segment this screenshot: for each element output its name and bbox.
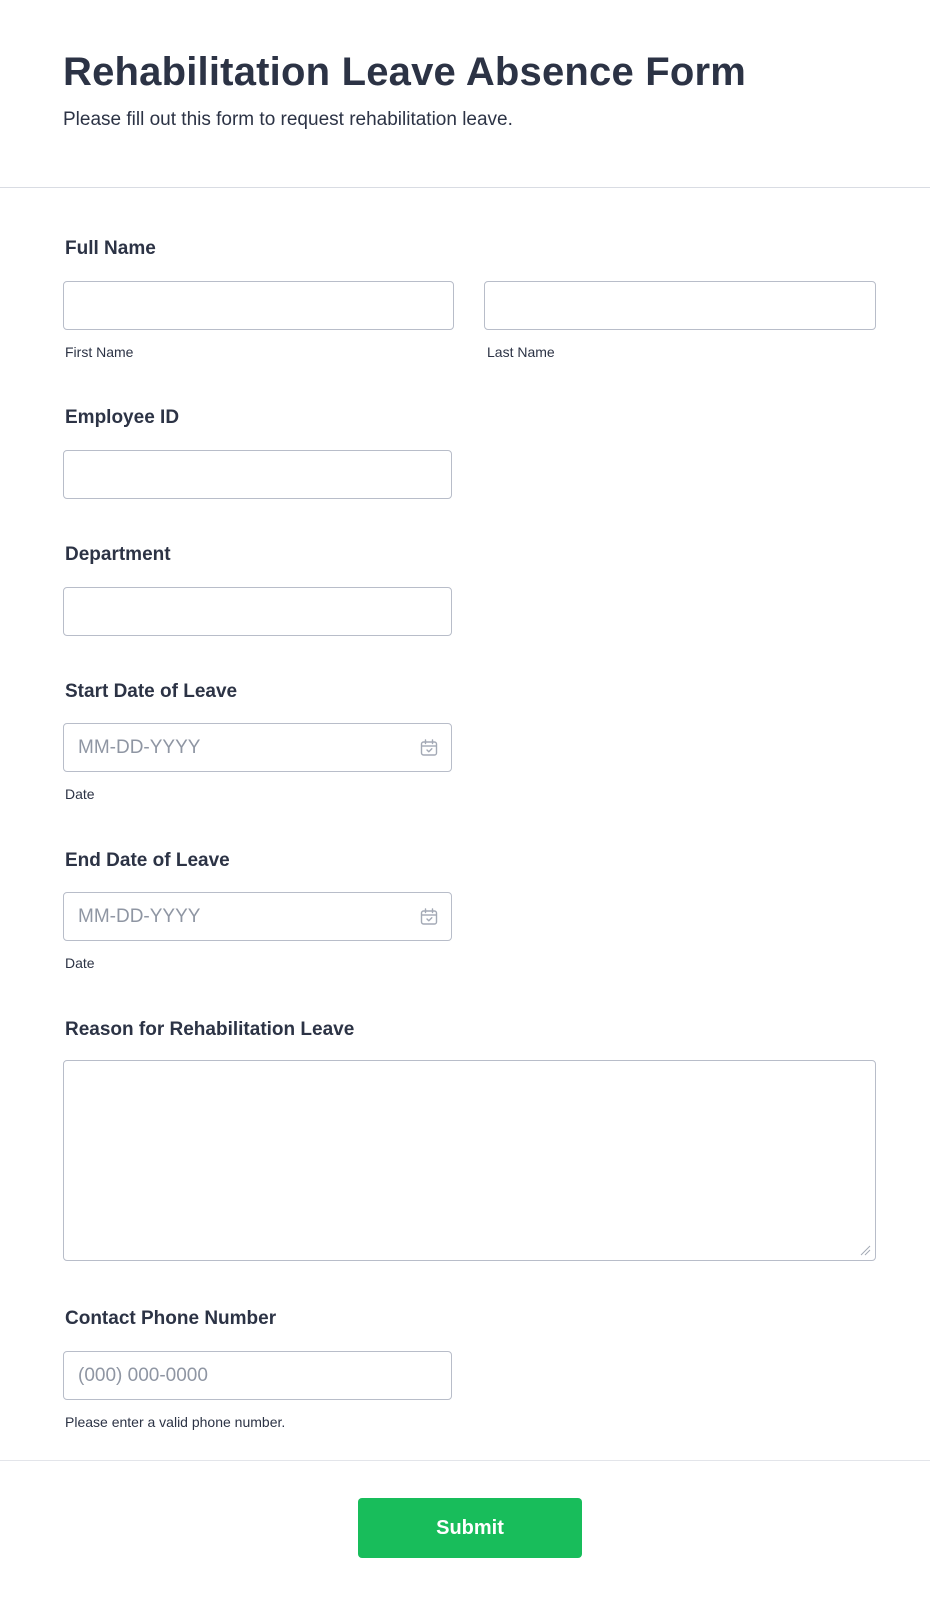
form-subtitle: Please fill out this form to request rehabilitation leave. bbox=[63, 109, 513, 130]
phone-input[interactable] bbox=[63, 1351, 452, 1400]
phone-label: Contact Phone Number bbox=[65, 1308, 277, 1329]
calendar-icon[interactable] bbox=[419, 738, 439, 758]
last-name-sublabel: Last Name bbox=[487, 344, 555, 360]
start-date-sublabel: Date bbox=[65, 786, 95, 802]
full-name-label: Full Name bbox=[65, 238, 156, 259]
footer-divider bbox=[0, 1460, 930, 1461]
resize-handle-icon[interactable] bbox=[859, 1244, 871, 1256]
first-name-sublabel: First Name bbox=[65, 344, 134, 360]
employee-id-label: Employee ID bbox=[65, 407, 180, 428]
department-label: Department bbox=[65, 544, 171, 565]
submit-button[interactable]: Submit bbox=[358, 1498, 582, 1558]
calendar-icon[interactable] bbox=[419, 907, 439, 927]
start-date-input[interactable] bbox=[63, 723, 452, 772]
start-date-label: Start Date of Leave bbox=[65, 681, 238, 702]
first-name-input[interactable] bbox=[63, 281, 454, 330]
phone-helper-text: Please enter a valid phone number. bbox=[65, 1414, 286, 1430]
reason-label: Reason for Rehabilitation Leave bbox=[65, 1019, 355, 1040]
form-title: Rehabilitation Leave Absence Form bbox=[63, 50, 747, 94]
employee-id-input[interactable] bbox=[63, 450, 452, 499]
form-header bbox=[0, 0, 930, 188]
end-date-label: End Date of Leave bbox=[65, 850, 230, 871]
end-date-input[interactable] bbox=[63, 892, 452, 941]
last-name-input[interactable] bbox=[484, 281, 876, 330]
department-input[interactable] bbox=[63, 587, 452, 636]
reason-textarea[interactable] bbox=[63, 1060, 876, 1261]
end-date-sublabel: Date bbox=[65, 955, 95, 971]
